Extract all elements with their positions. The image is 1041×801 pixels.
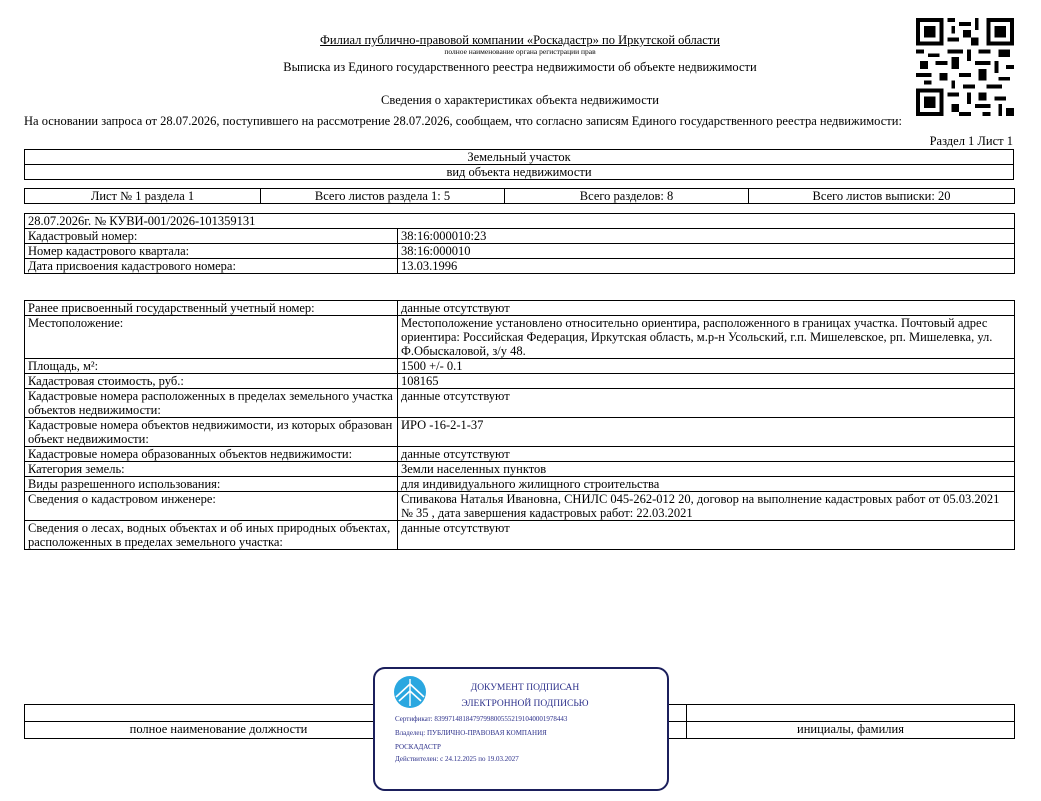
row-value: 13.03.1996 [398,259,1015,274]
row-value: для индивидуального жилищного строительства [398,477,1015,492]
row-value: 38:16:000010:23 [398,229,1015,244]
position-caption: полное наименование должности [25,722,413,739]
row-value: ИРО -16-2-1-37 [398,418,1015,447]
org-name-caption: полное наименование органа регистрации прав [444,47,596,56]
stamp-validity: Действителен: с 24.12.2025 по 19.03.2027 [395,755,519,763]
table-row [25,418,1015,447]
object-type-table [24,149,1014,180]
table-row [25,462,1015,477]
row-value: данные отсутствуют [398,447,1015,462]
table-row [25,359,1015,374]
stamp-owner-name: РОСКАДАСТР [395,743,441,751]
document-number: 28.07.2026г. № КУВИ-001/2026-101359131 [25,214,1015,229]
stamp-certificate: Сертификат: 839971481847979980055521910400019784​43 [395,715,568,723]
stamp-line-1: ДОКУМЕНТ ПОДПИСАН [470,683,580,693]
row-label: Кадастровые номера объектов недвижимости, из которых образован объект недвижимости: [25,418,398,447]
row-value: Спивакова Наталья Ивановна, СНИЛС 045-262-012 20, договор на выполнение кадастровых работ от 05.03.2021 № 35 , дата завершения кадастровых работ: 22.03.2021 [398,492,1015,521]
name-field [687,705,1015,722]
table-row [25,244,1015,259]
row-value: 38:16:000010 [398,244,1015,259]
table-row [25,477,1015,492]
row-label: Категория земель: [25,462,398,477]
extract-sheets-total: Всего листов выписки: 20 [749,189,1015,204]
stamp-line-2: ЭЛЕКТРОННОЙ ПОДПИСЬЮ [461,699,589,709]
row-label: Дата присвоения кадастрового номера: [25,259,398,274]
table-row [25,301,1015,316]
rosreestr-logo-icon [393,675,427,709]
position-field [25,705,413,722]
row-label: Сведения о кадастровом инженере: [25,492,398,521]
identity-table [24,213,1015,274]
sheet-number: Лист № 1 раздела 1 [25,189,261,204]
org-name: Филиал публично-правовой компании «Роскадастр» по Иркутской области [320,33,720,47]
row-label: Кадастровая стоимость, руб.: [25,374,398,389]
row-value: 108165 [398,374,1015,389]
row-label: Виды разрешенного использования: [25,477,398,492]
table-row [25,229,1015,244]
row-label: Номер кадастрового квартала: [25,244,398,259]
row-value: данные отсутствуют [398,389,1015,418]
table-row [25,389,1015,418]
table-row [25,447,1015,462]
object-type: Земельный участок [25,150,1014,165]
table-row [25,316,1015,359]
section-sheet-label: Раздел 1 Лист 1 [929,134,1013,148]
row-label: Местоположение: [25,316,398,359]
row-label: Площадь, м²: [25,359,398,374]
row-value: 1500 +/- 0.1 [398,359,1015,374]
table-row [25,521,1015,550]
name-caption: инициалы, фамилия [687,722,1015,739]
table-row [25,259,1015,274]
row-label: Кадастровые номера расположенных в пределах земельного участка объектов недвижимости: [25,389,398,418]
document-title: Выписка из Единого государственного реестра недвижимости об объекте недвижимости [283,60,757,74]
properties-table [24,300,1015,550]
row-value: данные отсутствуют [398,301,1015,316]
sheet-info-table [24,188,1015,204]
table-row [25,374,1015,389]
table-row [25,492,1015,521]
row-label: Сведения о лесах, водных объектах и об иных природных объектах, расположенных в пределах земельного участка: [25,521,398,550]
row-label: Ранее присвоенный государственный учетный номер: [25,301,398,316]
row-label: Кадастровый номер: [25,229,398,244]
row-value: Местоположение установлено относительно ориентира, расположенного в границах участка. Почтовый адрес ориентира: Российская Федерация, Иркутская область, м.р-н Усольский, г.п. Мишелевское, рп. Мишелевка, ул. Ф.Обыскаловой, з/у 48. [398,316,1015,359]
qr-code-icon [916,18,1014,116]
row-label: Кадастровые номера образованных объектов недвижимости: [25,447,398,462]
section-sheets-total: Всего листов раздела 1: 5 [261,189,505,204]
section-subtitle: Сведения о характеристиках объекта недвижимости [381,93,659,107]
e-signature-stamp [373,667,669,791]
sections-total: Всего разделов: 8 [505,189,749,204]
request-basis-text: На основании запроса от 28.07.2026, поступившего на рассмотрение 28.07.2026, сообщаем, что согласно записям Единого государственного реестра недвижимости: [24,114,902,128]
object-type-caption: вид объекта недвижимости [25,165,1014,180]
stamp-owner: Владелец: ПУБЛИЧНО-ПРАВОВАЯ КОМПАНИЯ [395,729,547,737]
row-value: данные отсутствуют [398,521,1015,550]
row-value: Земли населенных пунктов [398,462,1015,477]
